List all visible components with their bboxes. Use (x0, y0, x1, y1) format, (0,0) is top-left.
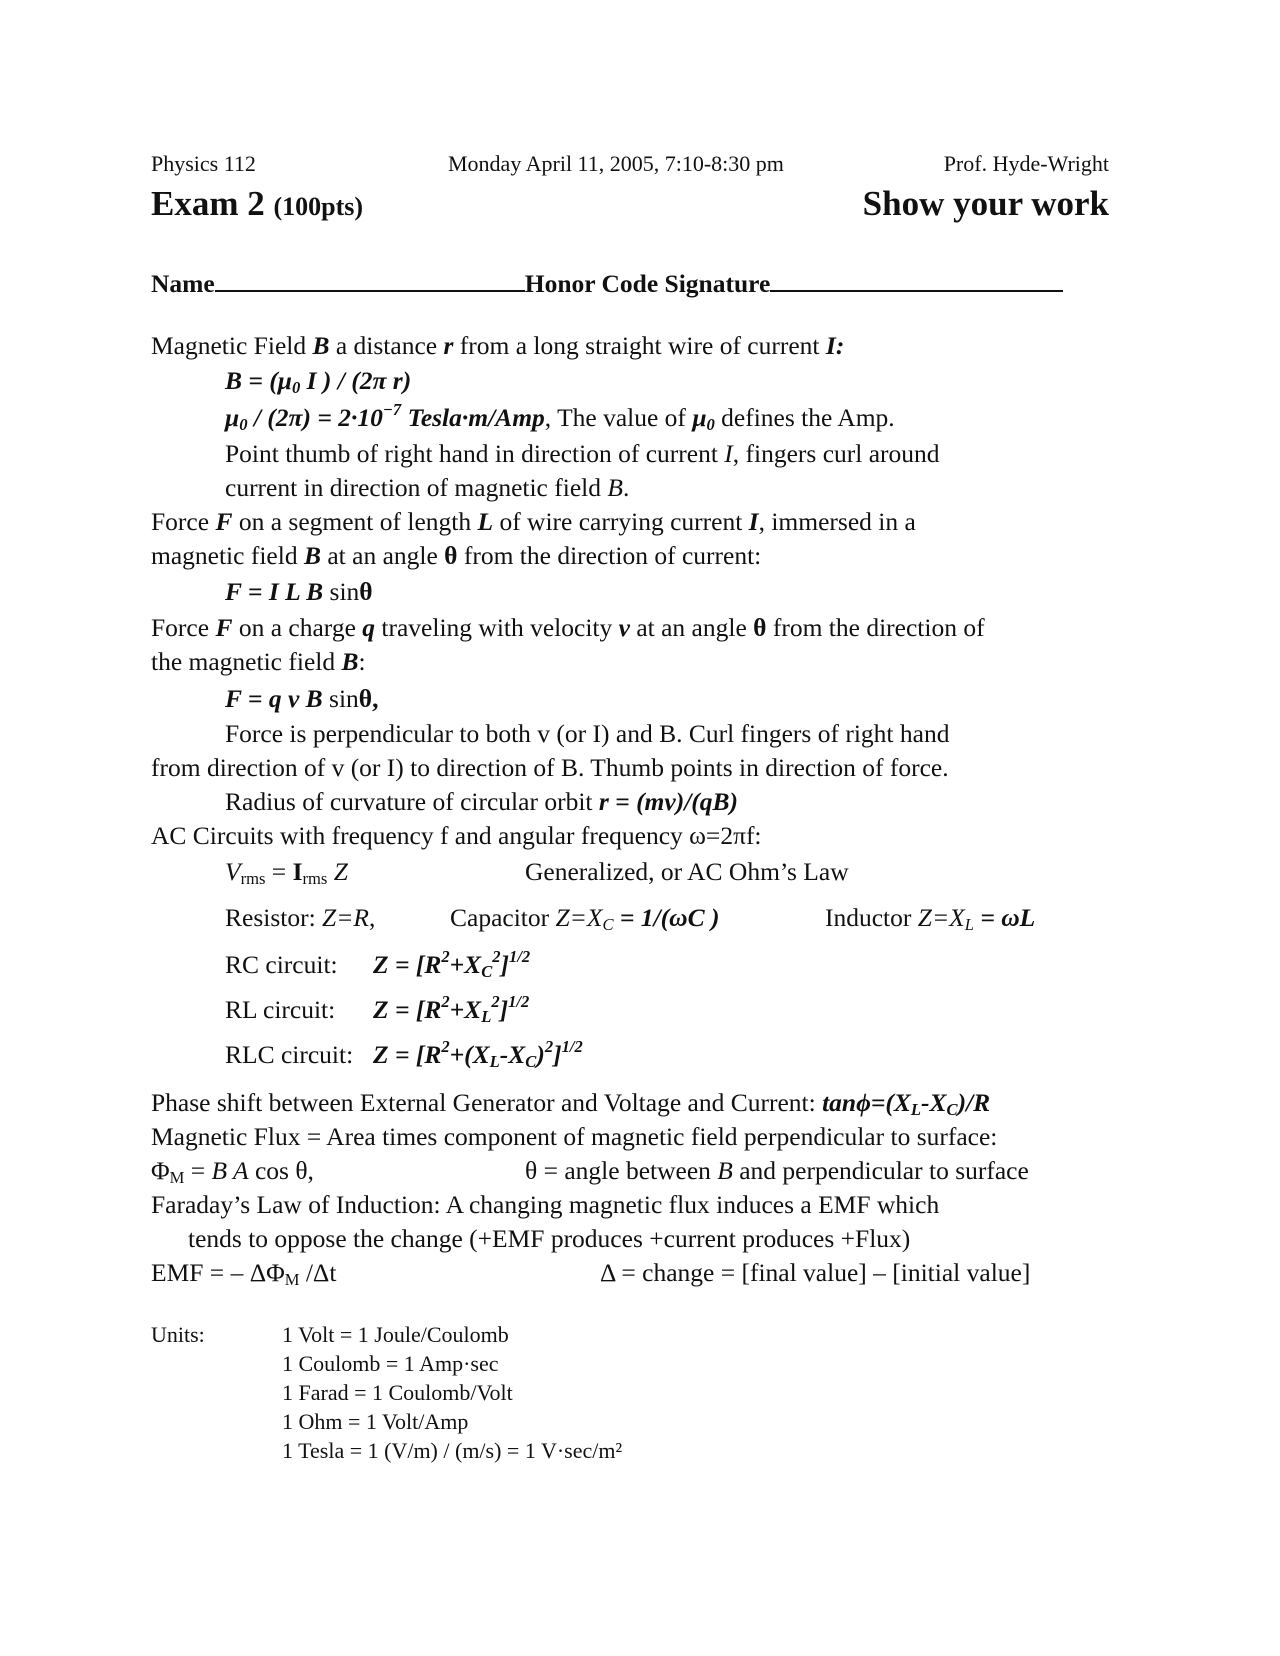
eq-b-wire: $B = (\mu_0$ I ) / (2π r) (225, 366, 412, 398)
eq-rlc: $Z = [R^2+(X_L-X_C)^2]^{1/2}$ (373, 1037, 583, 1072)
rl-label: RL circuit: (225, 995, 336, 1024)
text-segment: on a segment of length (232, 507, 478, 536)
name-blank[interactable] (215, 270, 525, 292)
honor-code-blank[interactable] (770, 270, 1063, 292)
resistor-eq: Resistor: Z=R, (225, 903, 376, 932)
inductor-label: Inductor (825, 903, 918, 932)
text-segment: of wire carrying current (493, 507, 749, 536)
phase-text: Phase shift between External Generator and Voltage and Current: (151, 1088, 823, 1117)
text-segment: a distance (329, 331, 444, 360)
thumb-text-3: current in direction of magnetic field (225, 473, 608, 502)
symbol-i: I (748, 507, 759, 536)
signature-line (151, 270, 1063, 297)
text-segment: Magnetic Field (151, 331, 313, 360)
unit-tesla: 1 Tesla = 1 (V/m) / (m/s) = 1 V·sec/m² (282, 1438, 623, 1463)
radius-line (225, 789, 738, 815)
thumb-text: Point thumb of right hand in direction of current (225, 439, 725, 468)
text-segment: traveling with velocity (375, 613, 619, 642)
symbol-f: F (215, 507, 233, 536)
force-charge-line-1 (151, 615, 985, 641)
inductor-eq: Inductor $Z=X_L = \omega L$ (825, 903, 1036, 935)
perpendicular-rule-2: from direction of v (or I) to direction of B. Thumb points in direction of force. (151, 753, 949, 782)
capacitor-eq: Capacitor $Z=X_C = 1/(\omega C$ ) (450, 903, 720, 935)
symbol-b: B (607, 473, 623, 502)
eq-mu-zero: $\mu_0 / (2\pi) = 2\cdot 10^{-7}$ Tesla·m/Amp (225, 400, 545, 435)
unit-coulomb: 1 Coulomb = 1 Amp·sec (282, 1351, 499, 1376)
show-work-instruction: Show your work (862, 184, 1109, 223)
text-segment: : (358, 647, 366, 676)
eq-rl: $Z = [R^2+X_L^2]^{1/2}$ (373, 992, 530, 1027)
ac-intro: AC Circuits with frequency f and angular frequency ω=2πf: (151, 821, 762, 850)
flux-angle-text: θ = angle between (525, 1156, 718, 1185)
symbol-i: I (724, 439, 733, 468)
flux-angle-text-2: and perpendicular to surface (732, 1156, 1029, 1185)
symbol-b: B (303, 541, 321, 570)
delta-definition: Δ = change = [final value] – [initial value] (600, 1258, 1031, 1287)
force-wire-line-1 (151, 509, 916, 535)
text-segment: at an angle (629, 613, 754, 642)
professor-name: Prof. Hyde-Wright (943, 151, 1109, 176)
ohm-law-label: Generalized, or AC Ohm’s Law (525, 857, 849, 886)
perpendicular-rule-1: Force is perpendicular to both v (or I) and B. Curl fingers of right hand (225, 719, 950, 748)
resistor-label: Resistor: (225, 903, 323, 932)
eq-ohm: $V_{rms} = I_{rms}$ Z (225, 857, 348, 889)
phase-shift-line (151, 1088, 991, 1120)
unit-farad: 1 Farad = 1 Coulomb/Volt (282, 1380, 513, 1405)
text-segment: at an angle (320, 541, 445, 570)
unit-volt: 1 Volt = 1 Joule/Coulomb (282, 1322, 509, 1347)
mag-field-intro (151, 333, 844, 359)
exam-title (151, 186, 363, 221)
mu-note: , The value of (544, 403, 693, 432)
symbol-v: v (618, 613, 630, 642)
text-segment: on a charge (232, 613, 363, 642)
eq-emf: EMF = – $\Delta\Phi_M$ /Δt (151, 1258, 337, 1290)
exam-date: Monday April 11, 2005, 7:10-8:30 pm (448, 151, 784, 176)
honor-code-label: Honor Code Signature (524, 269, 771, 298)
mu-zero-line (225, 400, 895, 435)
symbol-f: F (215, 613, 233, 642)
text-segment: from a long straight wire of current (453, 331, 826, 360)
text-segment: Force (151, 507, 216, 536)
force-charge-line-2 (151, 649, 366, 675)
radius-text: Radius of curvature of circular orbit (225, 787, 599, 816)
symbol-l: L (477, 507, 494, 536)
exam-title-text: Exam 2 (151, 184, 265, 223)
text-segment: magnetic field (151, 541, 304, 570)
flux-angle-def: θ = angle between B and perpendicular to surface (525, 1156, 1029, 1185)
text-segment: from the direction of (766, 613, 985, 642)
rlc-label: RLC circuit: (225, 1040, 354, 1069)
mu-symbol: $\mu_0$ (692, 403, 715, 435)
text-segment: from the direction of current: (457, 541, 762, 570)
symbol-i: I: (825, 331, 845, 360)
eq-flux: $\Phi_M = B$ A cos θ, (151, 1156, 314, 1188)
thumb-rule-1 (225, 441, 940, 467)
eq-force-wire: F = I L B sinθ (225, 577, 373, 606)
symbol-b: B (312, 331, 330, 360)
eq-radius: r = (mv)/(qB) (598, 787, 739, 816)
force-wire-line-2 (151, 543, 761, 569)
text-segment: Force (151, 613, 216, 642)
eq-phase: $\tan\phi=(X_L-X_C)/R$ (822, 1088, 991, 1120)
text-segment: the magnetic field (151, 647, 342, 676)
flux-definition: Magnetic Flux = Area times component of magnetic field perpendicular to surface: (151, 1122, 998, 1151)
faraday-line-2: tends to oppose the change (+EMF produces +current produces +Flux) (188, 1224, 911, 1253)
thumb-text-2: , fingers curl around (732, 439, 940, 468)
symbol-q: q (362, 613, 376, 642)
rc-label: RC circuit: (225, 950, 338, 979)
thumb-rule-2: current in direction of magnetic field B. (225, 473, 630, 502)
capacitor-label: Capacitor (450, 903, 556, 932)
eq-force-charge: F = q v B sinθ, (225, 684, 379, 713)
name-label: Name (151, 269, 215, 298)
symbol-b: B (341, 647, 359, 676)
text-segment: , immersed in a (758, 507, 916, 536)
unit-ohm: 1 Ohm = 1 Volt/Amp (282, 1409, 469, 1434)
mu-note-2: defines the Amp. (714, 403, 895, 432)
exam-points: (100pts) (273, 192, 364, 221)
symbol-r: r (443, 331, 454, 360)
units-label: Units: (151, 1322, 205, 1347)
symbol-theta: θ (753, 613, 767, 642)
symbol-theta: θ (444, 541, 458, 570)
eq-rc: $Z = [R^2+X_C^2]^{1/2}$ (373, 947, 531, 982)
course-label: Physics 112 (151, 151, 256, 176)
faraday-line-1: Faraday’s Law of Induction: A changing magnetic flux induces a EMF which (151, 1190, 940, 1219)
